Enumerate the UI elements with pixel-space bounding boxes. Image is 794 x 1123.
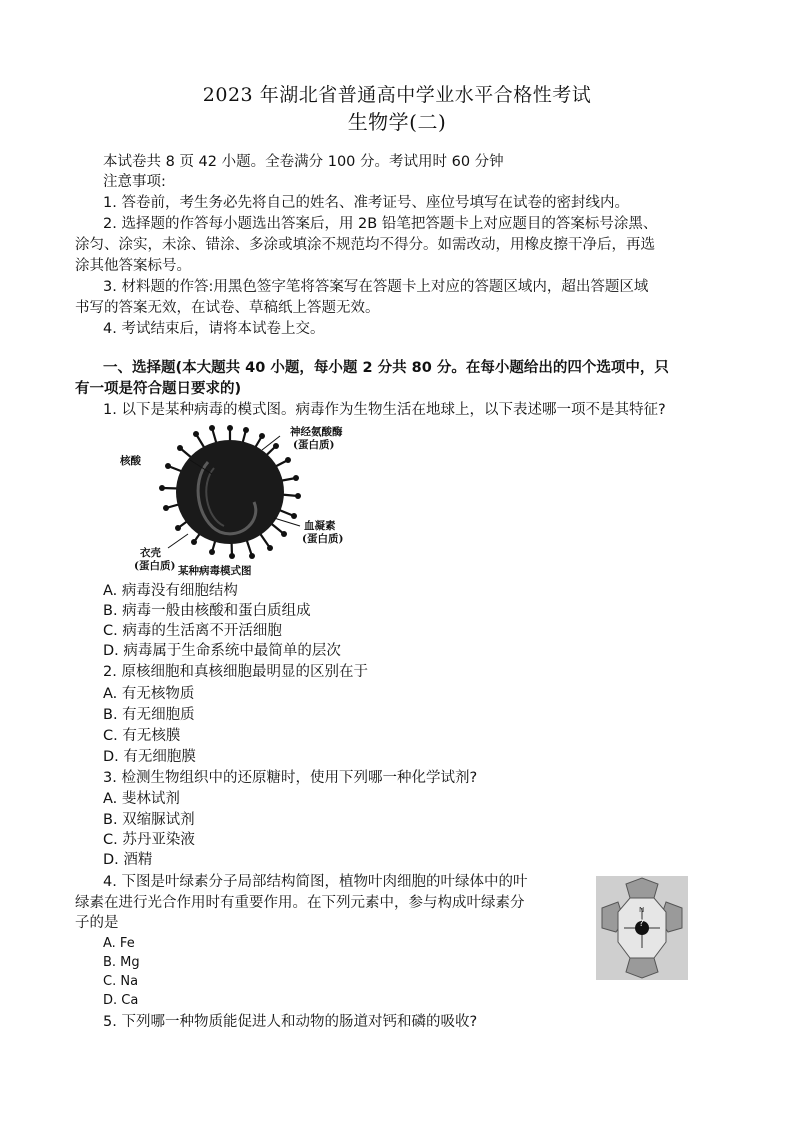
section-heading: 一、选择题(本大题共 40 小题，每小题 2 分共 80 分。在每小题给出的四个选项中，只 [103,360,669,376]
notice-item: 4. 考试结束后，请将本试卷上交。 [103,321,325,337]
question-stem: 5. 下列哪一种物质能促进人和动物的肠道对钙和磷的吸收? [103,1014,478,1030]
question-stem-cont: 子的是 [75,915,119,931]
answer-option: C. Na [103,974,139,989]
label-capsid-sub: (蛋白质) [134,560,176,572]
notice-item: 1. 答卷前，考生务必先将自己的姓名、准考证号、座位号填写在试卷的密封线内。 [103,195,629,211]
answer-option: D. 病毒属于生命系统中最简单的层次 [103,643,341,659]
notice-item: 涂其他答案标号。 [75,258,191,274]
label-nucleic-acid: 核酸 [120,455,141,467]
label-neuraminidase-sub: (蛋白质) [293,439,335,451]
notice-item: 涂匀、涂实，未涂、错涂、多涂或填涂不规范均不得分。如需改动，用橡皮擦干净后，再选 [75,237,655,253]
exam-subtitle: 生物学(二) [347,110,447,134]
figure-caption: 某种病毒模式图 [178,565,252,577]
notice-item: 3. 材料题的作答:用黑色签字笔将答案写在答题卡上对应的答题区域内，超出答题区域 [103,279,649,295]
question-stem: 1. 以下是某种病毒的模式图。病毒作为生物生活在地球上，以下表述哪一项不是其特征? [103,402,666,418]
label-capsid: 衣壳 [140,547,161,559]
answer-option: D. 有无细胞膜 [103,749,196,765]
answer-option: C. 苏丹亚染液 [103,832,195,848]
section-heading: 有一项是符合题日要求的) [75,381,242,397]
question-stem: 2. 原核细胞和真核细胞最明显的区别在于 [103,664,368,680]
answer-option: C. 有无核膜 [103,728,181,744]
intro-summary: 本试卷共 8 页 42 小题。全卷满分 100 分。考试用时 60 分钟 [103,154,504,170]
notice-item: 2. 选择题的作答每小题选出答案后，用 2B 铅笔把答题卡上对应题目的答案标号涂黑、 [103,216,658,232]
answer-option: B. 有无细胞质 [103,707,195,723]
answer-option: D. Ca [103,993,139,1008]
notice-item: 书写的答案无效，在试卷、草稿纸上答题无效。 [75,300,380,316]
answer-option: B. 双缩脲试剂 [103,812,195,828]
question-stem-cont: 绿素在进行光合作用时有重要作用。在下列元素中，参与构成叶绿素分 [75,895,525,911]
answer-option: A. 有无核物质 [103,686,195,702]
exam-title: 2023 年湖北省普通高中学业水平合格性考试 [202,84,592,106]
answer-option: D. 酒精 [103,852,153,868]
label-neuraminidase: 神经氨酸酶 [290,426,343,438]
label-hemagglutinin: 血凝素 [304,520,336,532]
answer-option: C. 病毒的生活离不开活细胞 [103,623,282,639]
nitrogen-label: N [639,906,645,914]
answer-option: A. Fe [103,936,135,951]
answer-option: B. 病毒一般由核酸和蛋白质组成 [103,603,311,619]
answer-option: A. 斐林试剂 [103,791,180,807]
question-stem: 4. 下图是叶绿素分子局部结构简图，植物叶肉细胞的叶绿体中的叶 [103,874,528,890]
answer-option: B. Mg [103,955,140,970]
notice-title: 注意事项: [103,174,166,190]
question-stem: 3. 检测生物组织中的还原糖时，使用下列哪一种化学试剂? [103,770,478,786]
chlorophyll-center-atom: ? [639,919,644,929]
label-hemagglutinin-sub: (蛋白质) [302,533,344,545]
answer-option: A. 病毒没有细胞结构 [103,583,238,599]
